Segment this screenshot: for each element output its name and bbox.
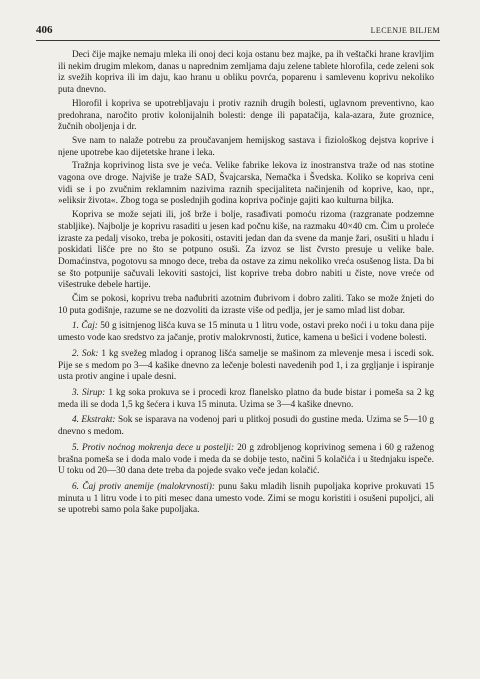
paragraph: Deci čije majke nemaju mleka ili onoj deci koja ostanu bez majke, pa ih veštački hrane kravljim ili nekim drugim mlekom, danas u naprednim zemljama daju zelene tablete hlorofila, cede zeleni sok iz svežih kopriva ili im daju, kao hranu u obliku povrća, poparenu i samlevenu koprivu nekoliko puta dnevno.	[58, 50, 434, 96]
recipe-text: punu šaku mladih lisnih pupoljaka koprive prokuvati 15 minuta u 1 litru vode i to piti mesec dana umesto vode. Zimi se mogu koristiti i osušeni pupoljci, ali se upotrebi samo pola šake pupoljaka.	[58, 481, 434, 516]
recipe-item	[58, 388, 434, 411]
page-body	[58, 50, 434, 519]
running-head: LECENJE BILJEM	[370, 26, 440, 35]
recipe-label: 4. Ekstrakt:	[72, 415, 116, 426]
recipe-item	[58, 349, 434, 384]
recipe-label: 6. Čaj protiv anemije (malokrvnosti):	[72, 481, 215, 492]
recipe-label: 3. Sirup:	[72, 387, 106, 398]
recipe-item	[58, 321, 434, 344]
paragraph: Sve nam to nalaže potrebu za proučavanjem hemijskog sastava i fiziološkog dejstva koprive i njene upotrebe kao dijetetske hrane i leka.	[58, 135, 434, 158]
recipe-label: 2. Sok:	[72, 348, 99, 359]
paragraph: Čim se pokosi, koprivu treba nađubriti azotnim đubrivom i dobro zaliti. Tako se može žnjeti do 10 puta godišnje, razume se ne dozvoliti da izraste više od pedlja, jer je samo mlad list dobar.	[58, 294, 434, 316]
recipe-item	[58, 415, 434, 438]
recipe-item	[58, 482, 434, 517]
recipe-label: 5. Protiv noćnog mokrenja dece u postelji:	[72, 442, 235, 453]
recipe-text: 50 g isitnjenog lišća kuva se 15 minuta u 1 litru vode, ostavi preko noći i u toku dana pije umesto vode kao sredstvo za jačanje, protiv malokrvnosti, žutice, kamena u bešici i vodene bolesti.	[58, 321, 434, 344]
paragraph: Kopriva se može sejati ili, još brže i bolje, rasađivati pomoću rizoma (razgranate podzemne stabljike). Najbolje je koprivu rasaditi u jesen kad počnu kiše, na razmaku 40×40 cm. Čim u proleće izraste za pedalj visoko, treba je pokositi, ostaviti jedan dan da svene da manje žari, osušiti u hladu i poskidati lišće pre no što se potpuno osuši. Za izvoz se list čvrsto presuje u velike bale. Domaćinstva, pogotovu sa mnogo dece, treba da ostave za zimu nekoliko vreća osušenog lista. Da bi se što potpunije sačuvali lekoviti sastojci, list koprive treba dobro nabiti u čiste, nove vreće od višestruke debele hartije.	[58, 210, 434, 291]
page-number: 406	[36, 24, 53, 36]
paragraph: Tražnja koprivinog lista sve je veća. Velike fabrike lekova iz inostranstva traže od nas stotine vagona ove droge. Najviše je traže SAD, Švajcarska, Nemačka i Švedska. Koliko se kopriva ceni vidi se i po zvučnim reklamnim nazivima raznih specijaliteta načinjenih od koprive, kao, npr., »eliksir života«. Zbog toga se poslednjih godina kopriva počinje gajiti kao kulturna biljka.	[58, 161, 434, 207]
recipe-item	[58, 443, 434, 478]
recipe-text: Sok se isparava na vodenoj pari u plitkoj posudi do gustine meda. Uzima se 5—10 g dnevno s medom.	[58, 415, 434, 438]
page-header	[36, 24, 440, 41]
paragraph: Hlorofil i kopriva se upotrebljavaju i protiv raznih drugih bolesti, uglavnom preventivno, kao predohrana, naročito protiv kolonijalnih bolesti: denge ili papatačija, kala-azara, žute groznice, žučnih oboljenja i dr.	[58, 98, 434, 133]
recipe-text: 20 g zdrobljenog koprivinog semena i 60 g raženog brašna pomeša se i doda malo vode i meda da se dobije testo, načini 5 kolačića i u štednjaku ispeče. U toku od 20—30 dana dete treba da pojede svako veče jedan kolačić.	[58, 442, 434, 477]
recipe-text: 1 kg svežeg mladog i opranog lišća samelje se mašinom za mlevenje mesa i iscedi sok. Pije se s medom po 3—4 kašike dnevno za lečenje bolesti navedenih pod 1, i za grgljanje i ispiranje usta protiv angine i upale desni.	[58, 348, 434, 383]
recipe-label: 1. Čaj:	[72, 321, 98, 332]
recipe-text: 1 kg soka prokuva se i procedi kroz flanelsko platno da bude bistar i pomeša sa 2 kg meda ili se doda 1,5 kg šećera i kuva 15 minuta. Uzima se 3—4 kašike dnevno.	[58, 387, 434, 410]
